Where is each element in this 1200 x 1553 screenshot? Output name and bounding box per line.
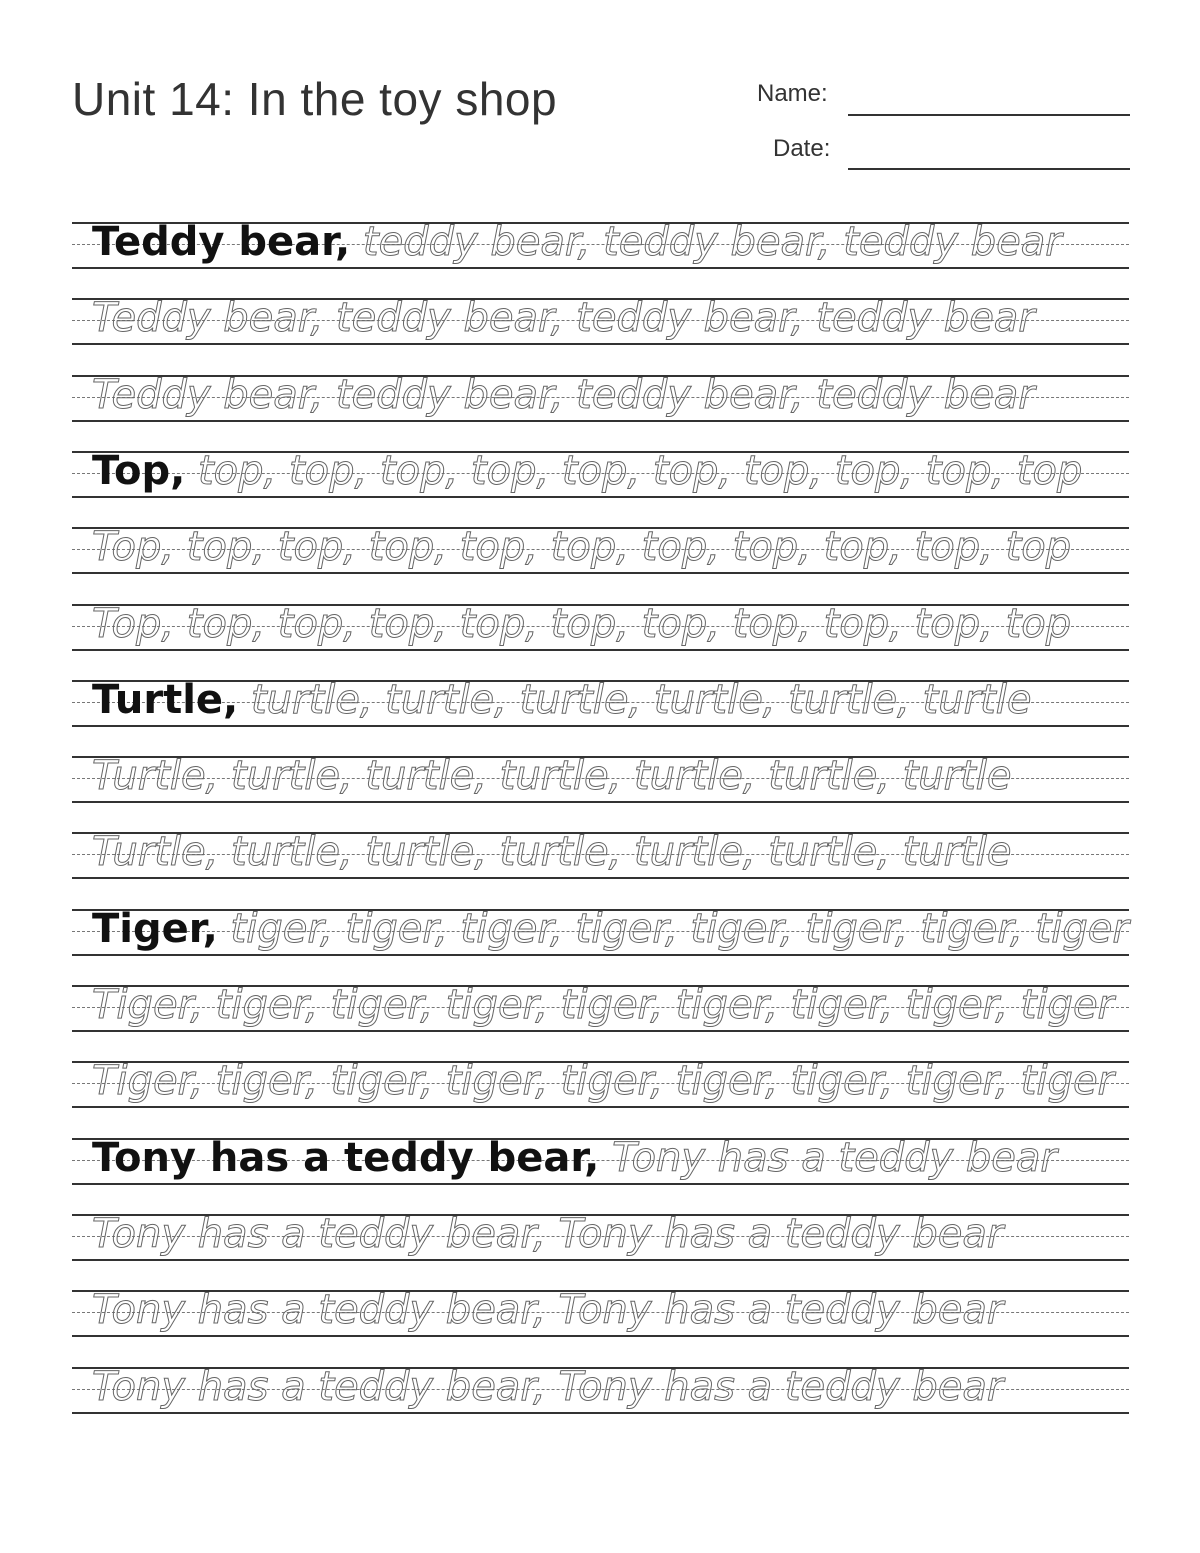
name-label: Name: (757, 80, 828, 107)
date-label: Date: (773, 135, 831, 162)
practice-row[interactable] (72, 524, 1129, 603)
practice-text (92, 829, 1012, 892)
trace-words: Top, top, top, top, top, top, top, top, top, top, top (92, 600, 1072, 647)
trace-words: turtle, turtle, turtle, turtle, turtle, turtle (238, 676, 1032, 723)
practice-row[interactable] (72, 829, 1129, 908)
practice-row[interactable] (72, 1363, 1129, 1443)
practice-row[interactable] (72, 1134, 1129, 1214)
practice-text (92, 219, 1062, 282)
practice-text (92, 1363, 1004, 1427)
practice-text (92, 1134, 1057, 1198)
trace-words: Tony has a teddy bear, Tony has a teddy bear (92, 1363, 1004, 1410)
page-title: Unit 14: In the toy shop (72, 73, 558, 125)
model-word: Tiger, (92, 905, 218, 952)
practice-row[interactable] (72, 1058, 1129, 1137)
trace-words: Teddy bear, teddy bear, teddy bear, teddy bear (92, 371, 1035, 418)
trace-words: Tony has a teddy bear, Tony has a teddy bear (92, 1210, 1004, 1257)
practice-text (92, 600, 1072, 664)
practice-text (92, 753, 1012, 816)
practice-text (92, 1210, 1004, 1274)
practice-row[interactable] (72, 905, 1129, 985)
practice-row[interactable] (72, 676, 1129, 756)
practice-row[interactable] (72, 753, 1129, 832)
trace-words: Tony has a teddy bear (599, 1134, 1057, 1181)
model-word: Top, (92, 447, 186, 494)
practice-text (92, 295, 1035, 358)
trace-words: Tiger, tiger, tiger, tiger, tiger, tiger, tiger, tiger, tiger (92, 1058, 1114, 1105)
trace-words: top, top, top, top, top, top, top, top, top, top (185, 447, 1083, 494)
practice-text (92, 905, 1129, 969)
practice-text (92, 524, 1072, 587)
practice-row[interactable] (72, 371, 1129, 451)
practice-row[interactable] (72, 219, 1129, 298)
practice-text (92, 447, 1083, 511)
practice-row[interactable] (72, 295, 1129, 374)
trace-words: Turtle, turtle, turtle, turtle, turtle, turtle, turtle (92, 753, 1012, 800)
trace-words: Tony has a teddy bear, Tony has a teddy bear (92, 1287, 1004, 1334)
practice-text (92, 982, 1114, 1045)
practice-text (92, 371, 1035, 435)
model-word: Teddy bear, (92, 219, 351, 265)
trace-words: Top, top, top, top, top, top, top, top, top, top, top (92, 524, 1072, 571)
practice-row[interactable] (72, 447, 1129, 527)
trace-words: tiger, tiger, tiger, tiger, tiger, tiger, tiger, tiger (217, 905, 1129, 952)
model-word: Tony has a teddy bear, (92, 1134, 600, 1181)
practice-row[interactable] (72, 982, 1129, 1061)
practice-row[interactable] (72, 600, 1129, 680)
trace-words: Teddy bear, teddy bear, teddy bear, teddy bear (92, 295, 1035, 342)
practice-row[interactable] (72, 1287, 1129, 1366)
trace-words: Turtle, turtle, turtle, turtle, turtle, turtle, turtle (92, 829, 1012, 876)
trace-words: Tiger, tiger, tiger, tiger, tiger, tiger, tiger, tiger, tiger (92, 982, 1114, 1028)
practice-text (92, 676, 1032, 740)
model-word: Turtle, (92, 676, 239, 723)
practice-text (92, 1058, 1114, 1121)
trace-words: teddy bear, teddy bear, teddy bear (350, 219, 1062, 265)
date-field-line[interactable] (848, 168, 1130, 170)
practice-row[interactable] (72, 1210, 1129, 1290)
name-field-line[interactable] (848, 114, 1130, 116)
practice-text (92, 1287, 1004, 1350)
